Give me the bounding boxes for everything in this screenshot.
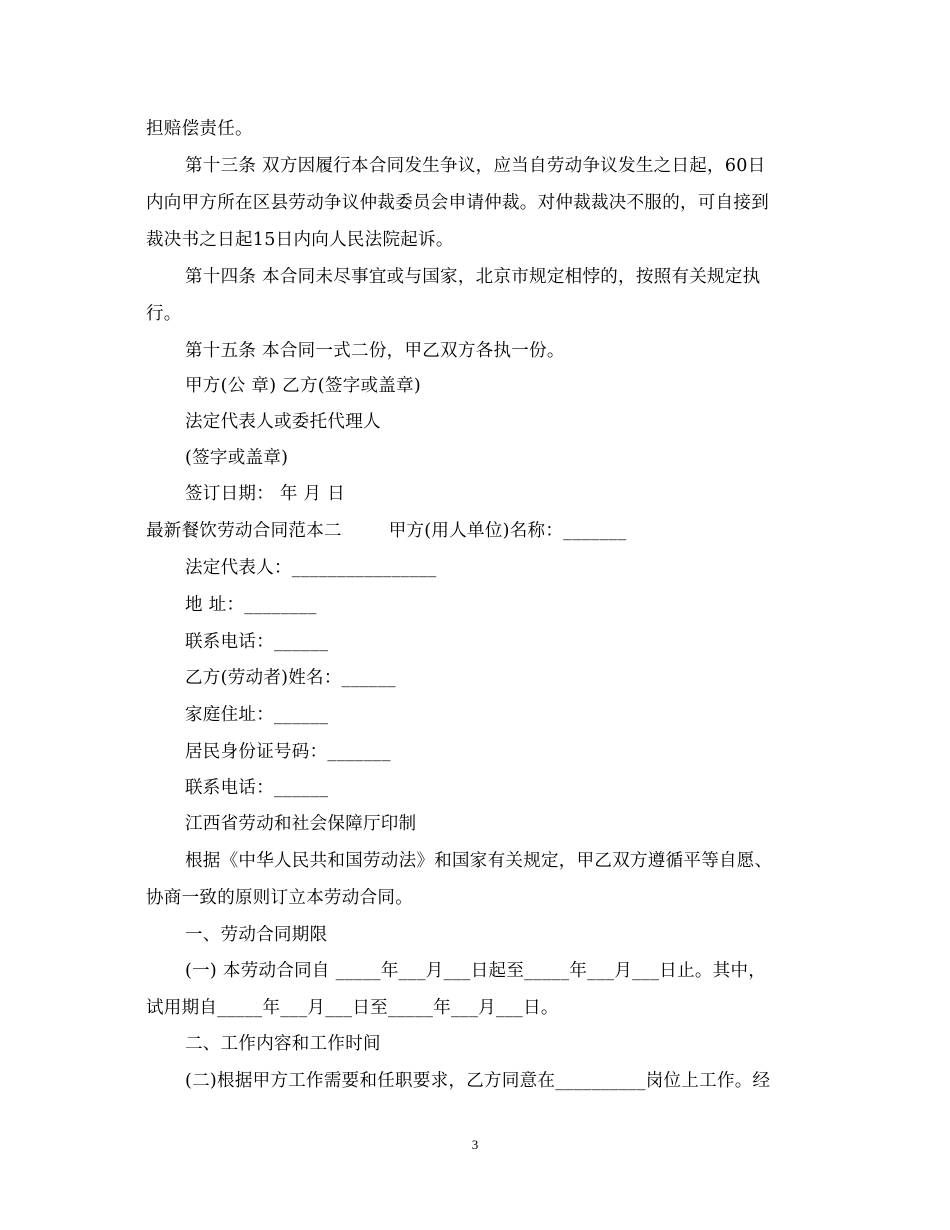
section-title-line: 最新餐饮劳动合同范本二 甲方(用人单位)名称：_______ [146,521,627,541]
page-number: 3 [471,1137,479,1152]
text-line: (二)根据甲方工作需要和任职要求，乙方同意在__________岗位上工作。经 [185,1071,771,1091]
text-line: 江西省劳动和社会保障厅印制 [185,814,417,834]
text-line: 居民身份证号码：_______ [185,742,391,762]
text-line: 地 址：________ [185,595,317,615]
text-line: 乙方(劳动者)姓名：______ [185,668,396,688]
text-line: 第十四条 本合同未尽事宜或与国家，北京市规定相悖的，按照有关规定执 [185,267,761,287]
text-line: 联系电话：______ [185,632,329,652]
text-line: 签订日期： 年 月 日 [185,484,345,504]
text-line: 第十五条 本合同一式二份，甲乙双方各执一份。 [185,341,565,361]
text-line: 家庭住址：______ [185,705,329,725]
text-line: 根据《中华人民共和国劳动法》和国家有关规定，甲乙双方遵循平等自愿、 [185,851,773,871]
text-line: 甲方(公 章) 乙方(签字或盖章) [185,376,422,396]
text-line: 法定代表人或委托代理人 [185,412,381,432]
text-line: (签字或盖章) [185,448,289,468]
text-line: (一) 本劳动合同自 _____年___月___日起至_____年___月___日止。其中， [185,961,767,981]
text-line: 担赔偿责任。 [146,119,253,139]
text-line: 联系电话：______ [185,778,329,798]
text-line: 第十三条 双方因履行本合同发生争议，应当自劳动争议发生之日起，60日 [185,156,766,176]
text-line: 试用期自_____年___月___日至_____年___月___日。 [146,998,559,1018]
text-line: 内向甲方所在区县劳动争议仲裁委员会申请仲裁。对仲裁裁决不服的，可自接到 [146,193,769,213]
text-line: 二、工作内容和工作时间 [185,1034,381,1054]
text-line: 协商一致的原则订立本劳动合同。 [146,888,413,908]
text-line: 法定代表人：________________ [185,558,437,578]
text-line: 裁决书之日起15日内向人民法院起诉。 [146,230,454,250]
text-line: 行。 [146,304,182,324]
text-line: 一、劳动合同期限 [185,925,328,945]
